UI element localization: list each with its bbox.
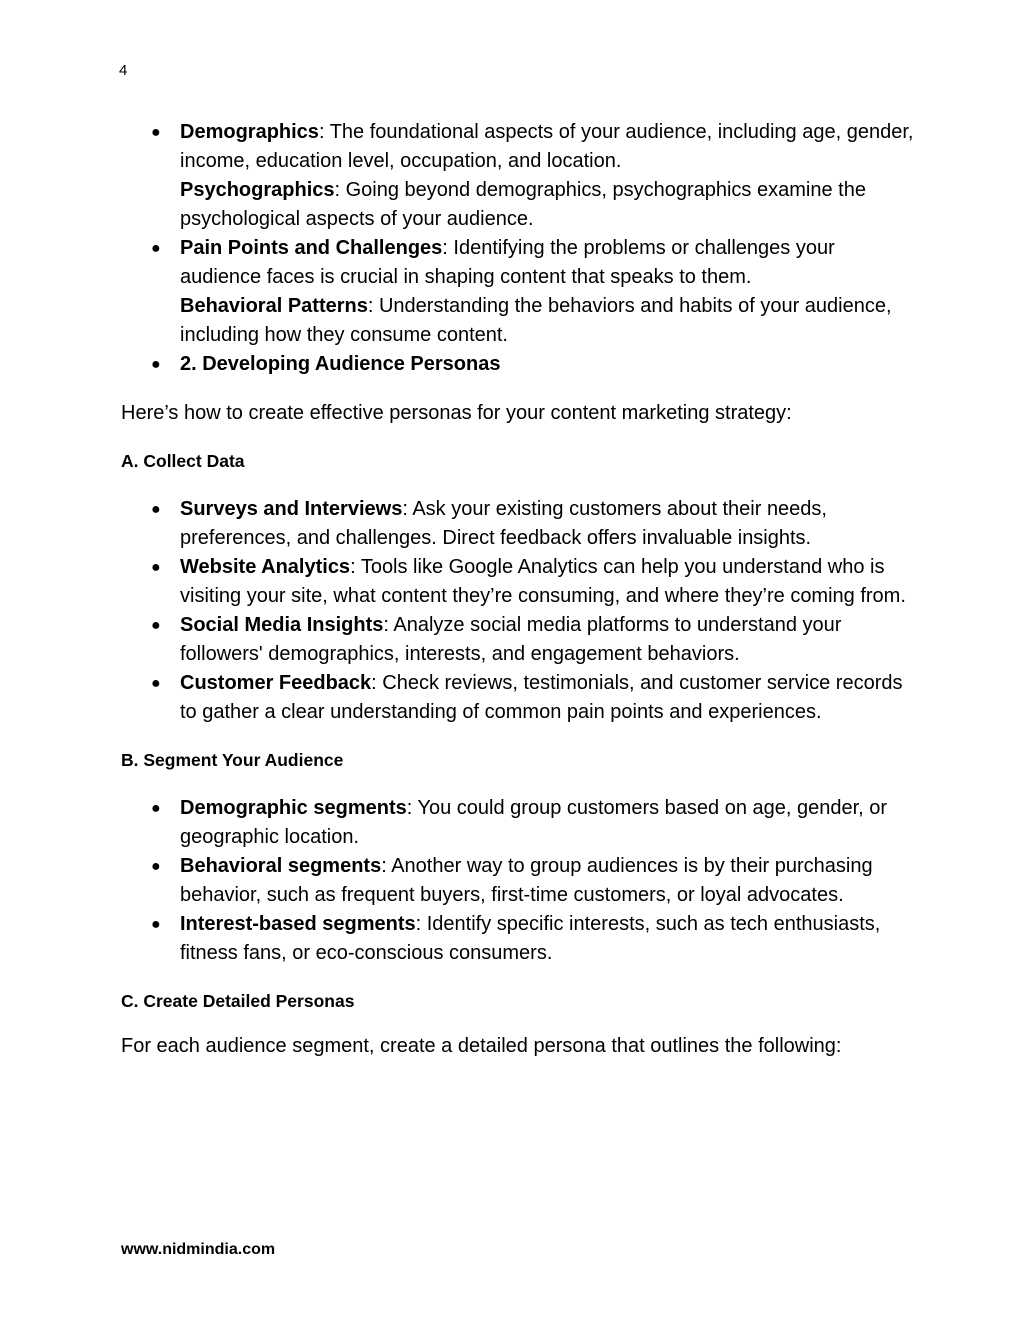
list-item-text: : Analyze social media platforms to understand your followers' demographics, interests, and engagement behaviors. [180,614,842,665]
section-c-heading: C. Create Detailed Personas [121,991,355,1011]
list-item-term: Behavioral segments [180,855,382,877]
list-item-term: Pain Points and Challenges [180,237,443,259]
bullet-icon: ● [151,916,161,933]
page-number: 4 [119,62,128,79]
list-item-term: Customer Feedback [180,672,372,694]
list-item-text: : Tools like Google Analytics can help you understand who is visiting your site, what content they’re consuming, and where they’re coming from. [180,556,906,607]
list-item [121,234,921,350]
bullet-icon: ● [151,675,161,692]
list-item-term: Psychographics [180,179,335,201]
list-item-text: : The foundational aspects of your audience, including age, gender, income, education level, occupation, and location. [180,121,914,172]
list-item [121,910,921,968]
section-a-heading: A. Collect Data [121,451,245,471]
bullet-icon: ● [151,501,161,518]
intro-paragraph: Here’s how to create effective personas for your content marketing strategy: [121,402,792,424]
list-item-text: : Check reviews, testimonials, and customer service records to gather a clear understanding of common pain points and experiences. [180,672,903,723]
list-item-term: Social Media Insights [180,614,384,636]
bullet-icon: ● [151,858,161,875]
list-item [121,350,921,379]
bullet-icon: ● [151,356,161,373]
list-item-term: Website Analytics [180,556,351,578]
section-c-paragraph: For each audience segment, create a detailed persona that outlines the following: [121,1035,842,1057]
list-item-text: : Identifying the problems or challenges your audience faces is crucial in shaping content that speaks to them. [180,237,835,288]
section-a-list [121,495,921,727]
section-b-heading: B. Segment Your Audience [121,750,344,770]
list-item [121,118,921,234]
bullet-icon: ● [151,559,161,576]
intro-list [121,118,921,379]
list-item-text: : Ask your existing customers about their needs, preferences, and challenges. Direct feedback offers invaluable insights. [180,498,827,549]
list-item-term: 2. Developing Audience Personas [180,353,501,375]
list-item-term: Surveys and Interviews [180,498,403,520]
list-item-text: : Identify specific interests, such as tech enthusiasts, fitness fans, or eco-conscious consumers. [180,913,881,964]
list-item [121,794,921,852]
section-b-list [121,794,921,968]
list-item-text: : Going beyond demographics, psychographics examine the psychological aspects of your audience. [180,179,866,230]
bullet-icon: ● [151,800,161,817]
bullet-icon: ● [151,617,161,634]
list-item-term: Demographic segments [180,797,407,819]
list-item [121,669,921,727]
list-item-text: : You could group customers based on age, gender, or geographic location. [180,797,888,848]
list-item-text: : Understanding the behaviors and habits of your audience, including how they consume content. [180,295,892,346]
list-item [121,495,921,553]
list-item [121,611,921,669]
bullet-icon: ● [151,240,161,257]
list-item [121,852,921,910]
page-content [121,118,921,1061]
bullet-icon: ● [151,124,161,141]
list-item-term: Behavioral Patterns [180,295,368,317]
list-item-term: Demographics [180,121,319,143]
list-item [121,553,921,611]
list-item-term: Interest-based segments [180,913,416,935]
footer-website: www.nidmindia.com [121,1241,276,1258]
list-item-text: : Another way to group audiences is by their purchasing behavior, such as frequent buyers, first-time customers, or loyal advocates. [180,855,873,906]
